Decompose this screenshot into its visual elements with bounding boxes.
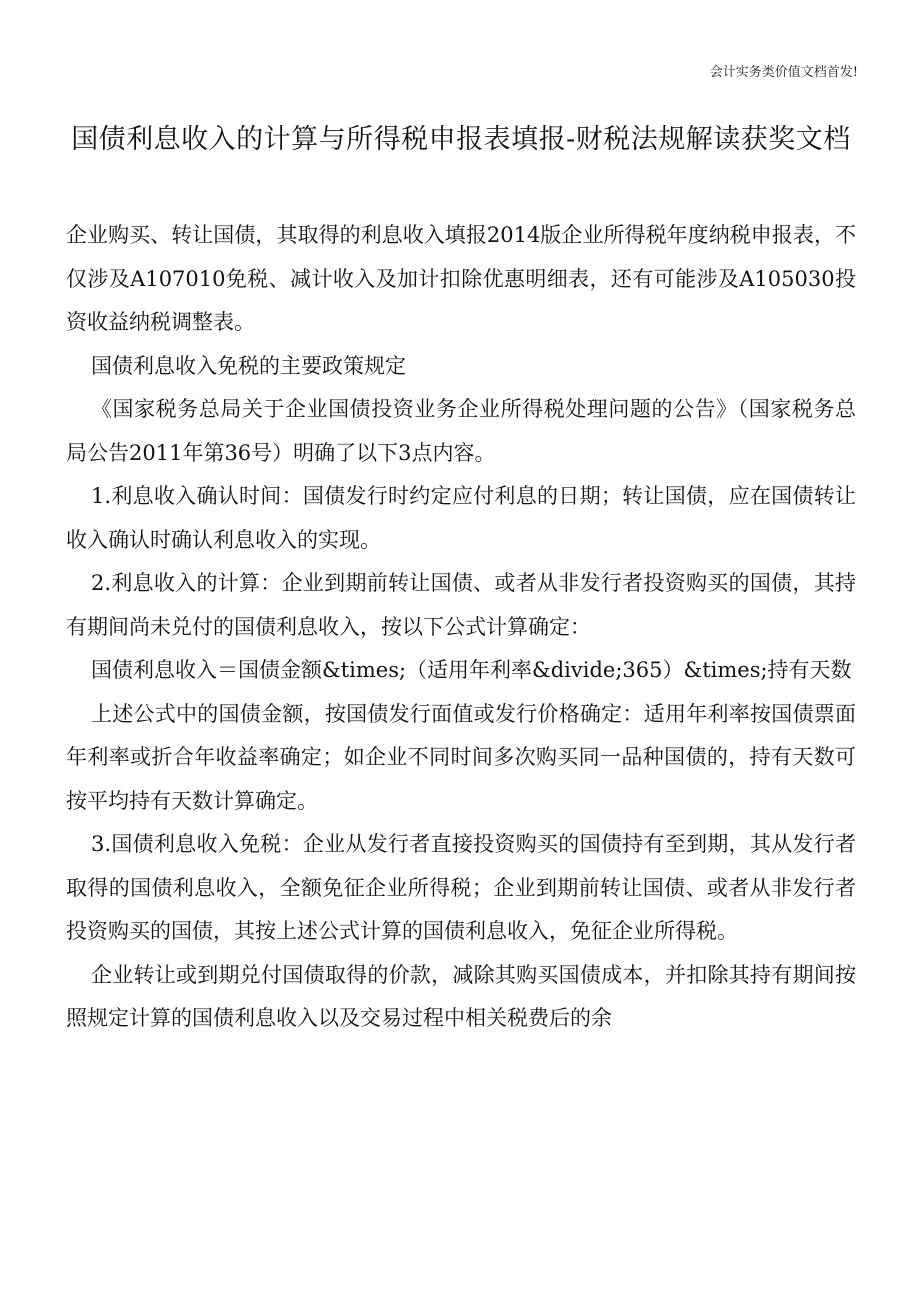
point-3-paragraph: 3.国债利息收入免税：企业从发行者直接投资购买的国债持有至到期，其从发行者取得的国债利息收入，全额免征企业所得税；企业到期前转让国债、或者从非发行者投资购买的国债，其按上述公式计算的国债利息收入，免征企业所得税。 bbox=[66, 832, 856, 943]
section-heading: 国债利息收入免税的主要政策规定 bbox=[91, 353, 406, 378]
point-1-paragraph: 1.利息收入确认时间：国债发行时约定应付利息的日期；转让国债，应在国债转让收入确认时确认利息收入的实现。 bbox=[66, 484, 856, 552]
formula-explanation-paragraph: 上述公式中的国债金额，按国债发行面值或发行价格确定：适用年利率按国债票面年利率或折合年收益率确定；如企业不同时间多次购买同一品种国债的，持有天数可按平均持有天数计算确定。 bbox=[66, 701, 856, 813]
document-title: 国债利息收入的计算与所得税申报表填报-财税法规解读获奖文档 bbox=[71, 124, 851, 155]
formula-paragraph: 国债利息收入＝国债金额&times;（适用年利率&divide;365）&times;持有天数 bbox=[91, 658, 852, 682]
intro-paragraph: 企业购买、转让国债，其取得的利息收入填报2014版企业所得税年度纳税申报表，不仅涉及A107010免税、减计收入及加计扣除优惠明细表，还有可能涉及A105030投资收益纳税调整表。 bbox=[66, 223, 856, 334]
transfer-income-paragraph: 企业转让或到期兑付国债取得的价款，减除其购买国债成本，并扣除其持有期间按照规定计算的国债利息收入以及交易过程中相关税费后的余 bbox=[66, 962, 856, 1030]
point-2-paragraph: 2.利息收入的计算：企业到期前转让国债、或者从非发行者投资购买的国债，其持有期间尚未兑付的国债利息收入，按以下公式计算确定： bbox=[66, 571, 856, 639]
header-note: 会计实务类价值文档首发! bbox=[709, 65, 858, 80]
policy-announcement-paragraph: 《国家税务总局关于企业国债投资业务企业所得税处理问题的公告》（国家税务总局公告2011年第36号）明确了以下3点内容。 bbox=[66, 397, 856, 465]
document-body bbox=[66, 214, 856, 1041]
